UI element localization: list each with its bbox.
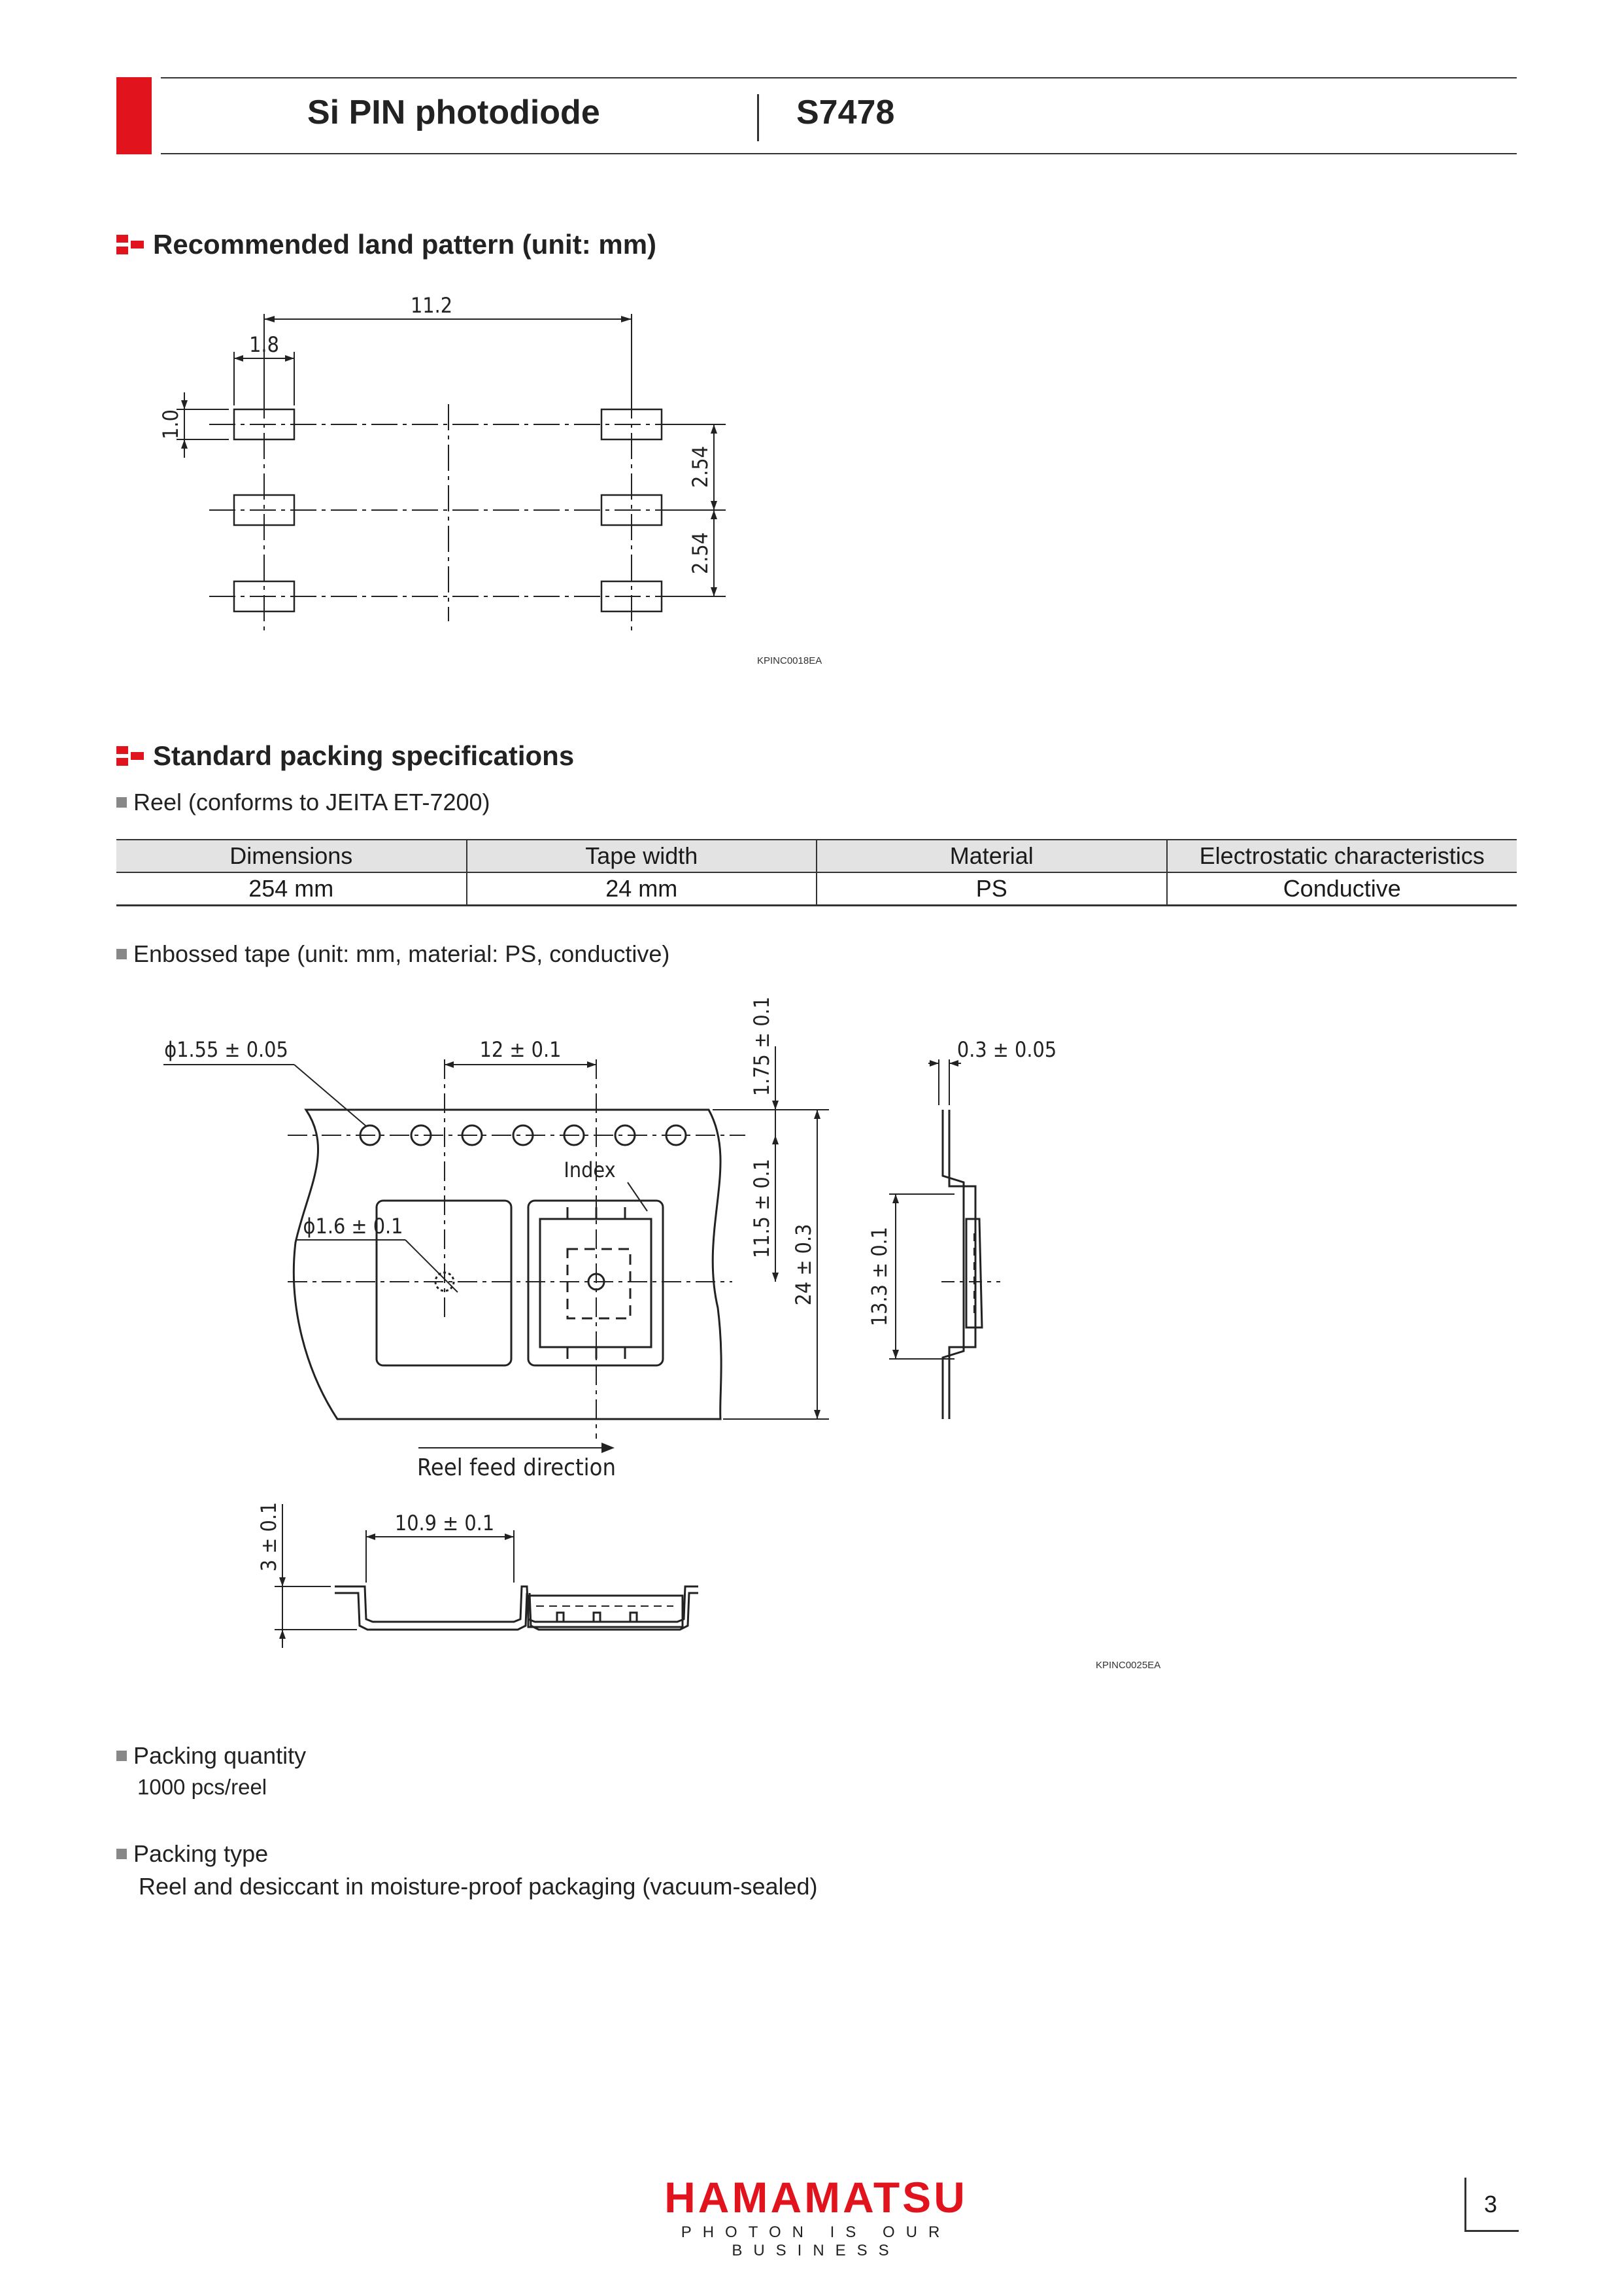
page-number: 3	[1484, 2191, 1498, 2218]
land-pattern-title: Recommended land pattern (unit: mm)	[153, 229, 657, 260]
packing-title: Standard packing specifications	[153, 740, 575, 771]
dim-edge: 1.75 ± 0.1	[749, 996, 774, 1097]
reel-label-text: Reel (conforms to JEITA ET-7200)	[133, 789, 490, 815]
land-pattern-code: KPINC0018EA	[757, 655, 822, 666]
dim-pitch: 12 ± 0.1	[479, 1037, 562, 1062]
tape-label-text: Enbossed tape (unit: mm, material: PS, conductive)	[133, 940, 670, 967]
packing-type-label-text: Packing type	[133, 1840, 269, 1867]
dim-pitch-2: 2.54	[688, 532, 713, 575]
dim-pitch-1: 2.54	[688, 445, 713, 488]
label-feed-direction: Reel feed direction	[417, 1454, 616, 1481]
logo-tagline: PHOTON IS OUR BUSINESS	[681, 2223, 951, 2259]
table-header-cell: Material	[817, 840, 1167, 872]
dim-total-width: 11.2	[410, 293, 453, 318]
table-cell: Conductive	[1167, 872, 1517, 906]
dim-center-hole: ϕ1.6 ± 0.1	[303, 1214, 403, 1239]
table-cell: 254 mm	[248, 875, 334, 902]
tape-code: KPINC0025EA	[1096, 1660, 1161, 1671]
dim-tape-width: 24 ± 0.3	[791, 1224, 816, 1306]
tape-side-view	[943, 1110, 964, 1419]
label-index: Index	[564, 1157, 616, 1182]
tape-cross-section	[335, 1586, 698, 1622]
header-model: S7478	[796, 94, 895, 131]
dim-pocket-length: 10.9 ± 0.1	[394, 1511, 495, 1535]
dim-pad-height: 1.0	[158, 409, 183, 439]
table-header-cell: Tape width	[467, 840, 817, 872]
bullet-square-icon	[116, 1849, 127, 1859]
dim-depth: 3 ± 0.1	[256, 1501, 281, 1572]
table-cell: PS	[817, 872, 1167, 906]
packing-type-value: Reel and desiccant in moisture-proof packaging (vacuum-sealed)	[139, 1873, 818, 1900]
header-product-type: Si PIN photodiode	[307, 94, 600, 131]
dim-hole-dia: ϕ1.55 ± 0.05	[164, 1037, 288, 1062]
dim-pad-width: 1.8	[249, 332, 279, 357]
tape-outline	[294, 1110, 721, 1419]
bullet-square-icon	[116, 1751, 127, 1761]
table-cell: 24 mm	[467, 872, 817, 906]
hamamatsu-logo	[620, 2172, 1012, 2260]
packing-quantity-label-text: Packing quantity	[133, 1742, 307, 1769]
table-header-cell: Electrostatic characteristics	[1167, 840, 1517, 872]
logo-wordmark: HAMAMATSU	[664, 2173, 968, 2221]
packing-quantity-value: 1000 pcs/reel	[137, 1775, 267, 1799]
table-header-cell: Dimensions	[229, 842, 353, 869]
packing-quantity-label	[116, 1742, 306, 1770]
packing-type-label	[116, 1840, 268, 1868]
dim-offset: 11.5 ± 0.1	[749, 1158, 774, 1259]
dim-pocket: 13.3 ± 0.1	[867, 1226, 892, 1327]
dim-thickness: 0.3 ± 0.05	[956, 1037, 1057, 1062]
